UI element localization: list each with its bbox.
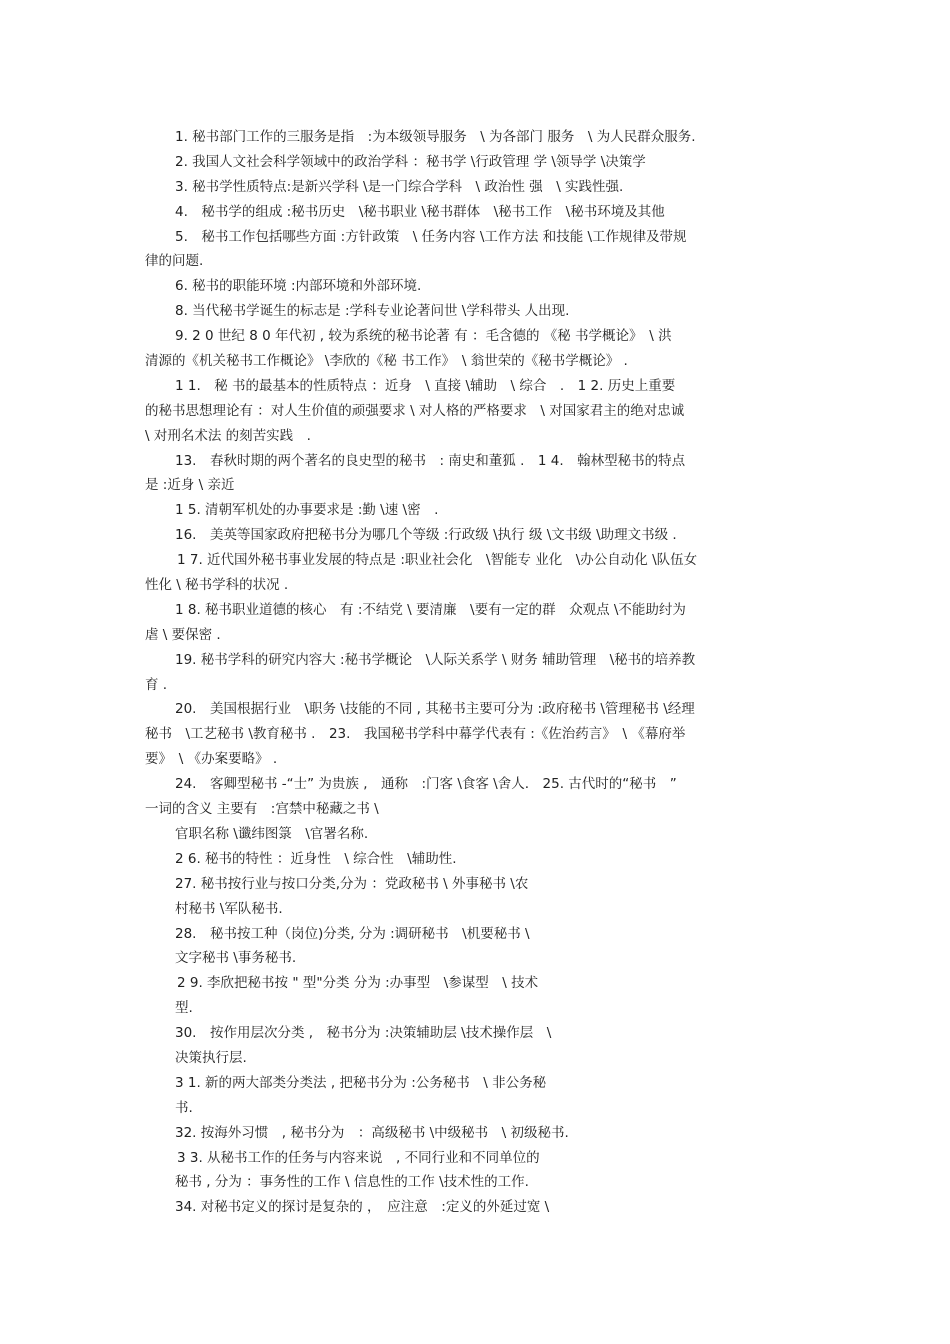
text-line: 1 7. 近代国外秘书事业发展的特点是 :职业社会化 \智能专 业化 \办公自动化 \队伍女: [177, 552, 698, 569]
text-line: 要》 \ 《办案要略》 .: [145, 751, 278, 768]
text-line: 文字秘书 \事务秘书.: [175, 950, 297, 967]
text-line: 34. 对秘书定义的探讨是复杂的 ， 应注意 :定义的外延过宽 \: [175, 1199, 550, 1216]
text-line: 9. 2 0 世纪 8 0 年代初 , 较为系统的秘书论著 有 ：毛含德的 《秘 书学概论》 \ 洪: [175, 328, 672, 345]
text-line: 19. 秘书学科的研究内容大 :秘书学概论 \人际关系学 \ 财务 辅助管理 \秘书的培养教: [175, 651, 696, 668]
text-line: 性化 \ 秘书学科的状况 .: [145, 577, 289, 594]
text-line: 虐 \ 要保密 .: [145, 626, 221, 643]
text-line: 2 6. 秘书的特性 ：近身性 \ 综合性 \辅助性.: [175, 850, 457, 867]
text-line: 的秘书思想理论有 ：对人生价值的顽强要求 \ 对人格的严格要求 \ 对国家君主的绝对忠诚: [145, 402, 685, 419]
text-line: 5. 秘书工作包括哪些方面 :方针政策 \ 任务内容 \工作方法 和技能 \工作规律及带规: [175, 228, 687, 245]
text-line: 秘书 , 分为 ：事务性的工作 \ 信息性的工作 \技术性的工作.: [175, 1174, 529, 1191]
document-body: [145, 125, 805, 1220]
text-line: 秘书 \工艺秘书 \教育秘书 . 23. 我国秘书学科中幕学代表有 :《佐治药言》 \ 《幕府举: [145, 726, 686, 743]
text-line: 3 3. 从秘书工作的任务与内容来说 , 不同行业和不同单位的: [177, 1149, 540, 1166]
text-line: 决策执行层.: [175, 1049, 247, 1066]
text-line: 16. 美英等国家政府把秘书分为哪几个等级 :行政级 \执行 级 \文书级 \助理文书级 .: [175, 527, 677, 544]
text-line: \ 对刑名术法 的刻苦实践 .: [145, 427, 311, 444]
text-line: 27. 秘书按行业与按口分类,分为 ：党政秘书 \ 外事秘书 \农: [175, 875, 529, 892]
text-line: 30. 按作用层次分类 , 秘书分为 :决策辅助层 \技术操作层 \: [175, 1025, 552, 1042]
text-line: 13. 春秋时期的两个著名的良史型的秘书 : 南史和董狐 . 1 4. 翰林型秘书的特点: [175, 452, 686, 469]
text-line: 2 9. 李欣把秘书按 " 型"分类 分为 :办事型 \参谋型 \ 技术: [177, 975, 539, 992]
text-line: 官职名称 \谶纬图箓 \官署名称.: [175, 825, 369, 842]
text-line: 3 1. 新的两大部类分类法 , 把秘书分为 :公务秘书 \ 非公务秘: [175, 1074, 547, 1091]
text-line: 村秘书 \军队秘书.: [175, 900, 283, 917]
text-line: 1. 秘书部门工作的三服务是指 :为本级领导服务 \ 为各部门 服务 \ 为人民群众服务.: [175, 129, 696, 145]
text-line: 律的问题.: [145, 253, 204, 270]
text-line: 一词的含义 主要有 :宫禁中秘藏之书 \: [145, 801, 379, 818]
text-line: 1 8. 秘书职业道德的核心 有 :不结党 \ 要清廉 \要有一定的群 众观点 \不能助纣为: [175, 601, 686, 618]
text-line: 型.: [175, 1000, 193, 1017]
text-line: 3. 秘书学性质特点:是新兴学科 \是一门综合学科 \ 政治性 强 \ 实践性强.: [175, 178, 624, 195]
text-line: 28. 秘书按工种（岗位)分类, 分为 :调研秘书 \机要秘书 \: [175, 925, 530, 942]
text-line: 6. 秘书的职能环境 :内部环境和外部环境.: [175, 278, 422, 295]
text-line: 20. 美国根据行业 \职务 \技能的不同 , 其秘书主要可分为 :政府秘书 \管理秘书 \经理: [175, 701, 695, 718]
text-line: 1 1. 秘 书的最基本的性质特点 ：近身 \ 直接 \辅助 \ 综合 . 1 2. 历史上重要: [175, 377, 676, 394]
text-line: 4. 秘书学的组成 :秘书历史 \秘书职业 \秘书群体 \秘书工作 \秘书环境及其他: [175, 203, 665, 220]
text-line: 育 .: [145, 676, 168, 693]
text-line: 清源的《机关秘书工作概论》 \李欣的《秘 书工作》 \ 翁世荣的《秘书学概论》 .: [145, 353, 628, 370]
text-line: 1 5. 清朝军机处的办事要求是 :勤 \速 \密 .: [175, 502, 439, 519]
text-line: 24. 客卿型秘书 -“士” 为贵族 , 通称 :门客 \食客 \舍人. 25. 古代时的“秘书 ”: [175, 776, 677, 793]
text-line: 是 :近身 \ 亲近: [145, 477, 235, 494]
text-line: 32. 按海外习惯 , 秘书分为 ：高级秘书 \中级秘书 \ 初级秘书.: [175, 1124, 569, 1141]
text-line: 8. 当代秘书学诞生的标志是 :学科专业论著问世 \学科带头 人出现.: [175, 303, 570, 320]
text-line: 书.: [175, 1099, 193, 1116]
text-line: 2. 我国人文社会科学领域中的政治学科 ：秘书学 \行政管理 学 \领导学 \决策学: [175, 153, 646, 170]
